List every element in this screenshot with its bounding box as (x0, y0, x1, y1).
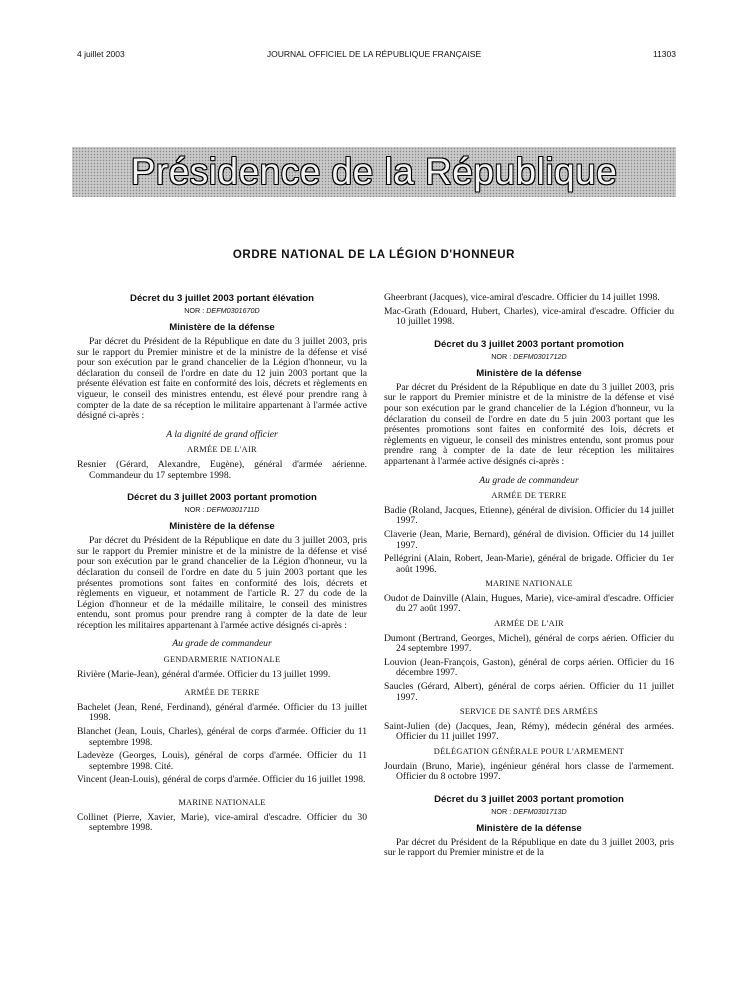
arm-heading: MARINE NATIONALE (178, 798, 266, 807)
nor-reference (77, 305, 367, 316)
nominee-entry: Rivière (Marie-Jean), général d'armée. Officier du 13 juillet 1999. (77, 668, 331, 680)
decree-title: Décret du 3 juillet 2003 portant promotion (127, 492, 317, 504)
nor-code: DEFM0301713D (513, 806, 567, 816)
nominee-entry: Blanchet (Jean, Louis, Charles), général de corps d'armée. Officier du 11 septembre 1998. (77, 726, 367, 748)
nominee-entry: Vincent (Jean-Louis), général de corps d'armée. Officier du 16 juillet 1998. (77, 774, 366, 786)
nominee-entry: Mac-Grath (Edouard, Hubert, Charles), vice-amiral d'escadre. Officier du 10 juillet 1998. (384, 305, 674, 328)
journal-title: JOURNAL OFFICIEL DE LA RÉPUBLIQUE FRANÇAISE (266, 49, 482, 59)
section-title: ORDRE NATIONAL DE LA LÉGION D'HONNEUR (232, 249, 516, 261)
arm-heading: SERVICE DE SANTÉ DES ARMÉES (459, 707, 599, 717)
nominee-entry: Oudot de Dainville (Alain, Hugues, Marie), vice-amiral d'escadre. Officier du 27 août 1997. (384, 592, 674, 615)
arm-heading: ARMÉE DE L'AIR (187, 445, 257, 455)
decree-text: Par décret du Président de la République en date du 3 juillet 2003, pris sur le rapport du Premier ministre et de la ministre de la défense et visé pour son exécution par le grand chancelier de la Légion d'honneur, vu la déclaration du conseil de l'ordre en date du 5 juin 2003 portant que les présentes promotions sont faites en conformité des lois, décrets et règlements en vigueur, et notamment de l'article R. 27 du code de la Légion d'honneur et de la médaille militaire, le conseil des ministres entendu, sont promus pour prendre rang à compter de la date de leur réception les militaires appartenant à l'armée active désignés ci-après : (77, 535, 367, 631)
nominee-entry: Badie (Roland, Jacques, Etienne), général de division. Officier du 14 juillet 1997. (384, 504, 674, 527)
nor-reference (384, 806, 674, 817)
ministry-heading: Ministère de la défense (169, 521, 275, 533)
arm-heading: ARMÉE DE TERRE (491, 491, 567, 501)
ministry-heading: Ministère de la défense (476, 822, 582, 834)
nominee-entry: Saucles (Gérard, Albert), général de corps aérien. Officier du 11 juillet 1997. (384, 681, 674, 703)
nor-label: NOR : (184, 306, 207, 315)
header-date: 4 juillet 2003 (77, 49, 125, 59)
grade-heading: Au grade de commandeur (479, 474, 579, 486)
nominee-entry: Pellégrini (Alain, Robert, Jean-Marie), général de brigade. Officier du 1er août 1996. (384, 553, 674, 575)
ministry-heading: Ministère de la défense (169, 322, 275, 333)
decree-title: Décret du 3 juillet 2003 portant promotion (434, 338, 624, 350)
nominee-entry: Collinet (Pierre, Xavier, Marie), vice-amiral d'escadre. Officier du 30 septembre 1998. (77, 811, 367, 834)
nor-code: DEFM0301670D (206, 306, 260, 315)
grade-heading: A la dignité de grand officier (166, 428, 278, 440)
nor-reference (77, 504, 367, 515)
nor-code: DEFM0301712D (513, 351, 567, 361)
nor-reference (384, 351, 674, 362)
nominee-entry: Claverie (Jean, Marie, Bernard), général de division. Officier du 14 juillet 1997. (384, 528, 674, 551)
arm-heading: DÉLÉGATION GÉNÉRALE POUR L'ARMEMENT (433, 747, 625, 756)
nominee-entry: Resnier (Gérard, Alexandre, Eugène), général d'armée aérienne. Commandeur du 17 septembre 1998. (77, 458, 367, 481)
nominee-entry: Ladevèze (Georges, Louis), général de corps d'armée. Officier du 11 septembre 1998. Cité. (77, 750, 367, 772)
nor-code: DEFM0301711D (206, 505, 260, 515)
banner-text: Présidence de la République (130, 151, 618, 192)
nor-label: NOR : (184, 505, 207, 515)
nominee-entry: Louvion (Jean-François, Gaston), général de corps aérien. Officier du 16 décembre 1997. (384, 656, 674, 679)
nor-label: NOR : (491, 351, 514, 361)
decree-text: Par décret du Président de la République en date du 3 juillet 2003, pris sur le rapport du Premier ministre et de la (384, 836, 674, 859)
decree-title: Décret du 3 juillet 2003 portant promotion (434, 793, 624, 805)
nominee-entry: Dumont (Bertrand, Georges, Michel), général de corps aérien. Officier du 24 septembre 1997. (384, 632, 674, 655)
arm-heading: GENDARMERIE NATIONALE (163, 655, 281, 665)
right-column (384, 293, 674, 859)
left-column (77, 293, 367, 837)
ministry-heading: Ministère de la défense (476, 367, 582, 379)
decree-text: Par décret du Président de la République en date du 3 juillet 2003, pris sur le rapport du Premier ministre et de la ministre de la défense et visé pour son exécution par le grand chancelier de la Légion d'honneur, vu la déclaration du conseil de l'ordre en date du 12 juin 2003 portant que la présente élévation est faite en conformité des lois, décrets et règlements en vigueur, le conseil des ministres entendu, est élevé pour prendre rang à compter de la date de sa réception le militaire appartenant à l'armée active désigné ci-après : (77, 336, 367, 422)
decree-text: Par décret du Président de la République en date du 3 juillet 2003, pris sur le rapport du Premier ministre et de la ministre de la défense et visé pour son exécution par le grand chancelier de la Légion d'honneur, vu la déclaration du conseil de l'ordre en date du 5 juin 2003 portant que les présentes promotions sont faites en conformité des lois, décrets et règlements en vigueur, le conseil des ministres entendu, sont promus pour prendre rang à compter de la date de leur réception les militaires appartenant à l'armée active désignés ci-après : (384, 381, 674, 467)
arm-heading: ARMÉE DE TERRE (184, 688, 260, 698)
nominee-entry: Saint-Julien (de) (Jacques, Jean, Rémy), médecin général des armées. Officier du 11 juillet 1997. (384, 720, 674, 743)
arm-heading: ARMÉE DE L'AIR (494, 619, 564, 629)
decree-title: Décret du 3 juillet 2003 portant élévation (130, 293, 314, 304)
grade-heading: Au grade de commandeur (172, 638, 272, 650)
nominee-entry: Gheerbrant (Jacques), vice-amiral d'escadre. Officier du 14 juillet 1998. (384, 292, 660, 303)
nor-label: NOR : (491, 806, 514, 816)
page-number: 11303 (652, 49, 676, 59)
nominee-entry: Bachelet (Jean, René, Ferdinand), général d'armée. Officier du 13 juillet 1998. (77, 701, 367, 724)
presidence-banner (72, 147, 676, 197)
nominee-entry: Jourdain (Bruno, Marie), ingénieur général hors classe de l'armement. Officier du 8 octobre 1997. (384, 760, 674, 783)
arm-heading: MARINE NATIONALE (485, 579, 573, 589)
